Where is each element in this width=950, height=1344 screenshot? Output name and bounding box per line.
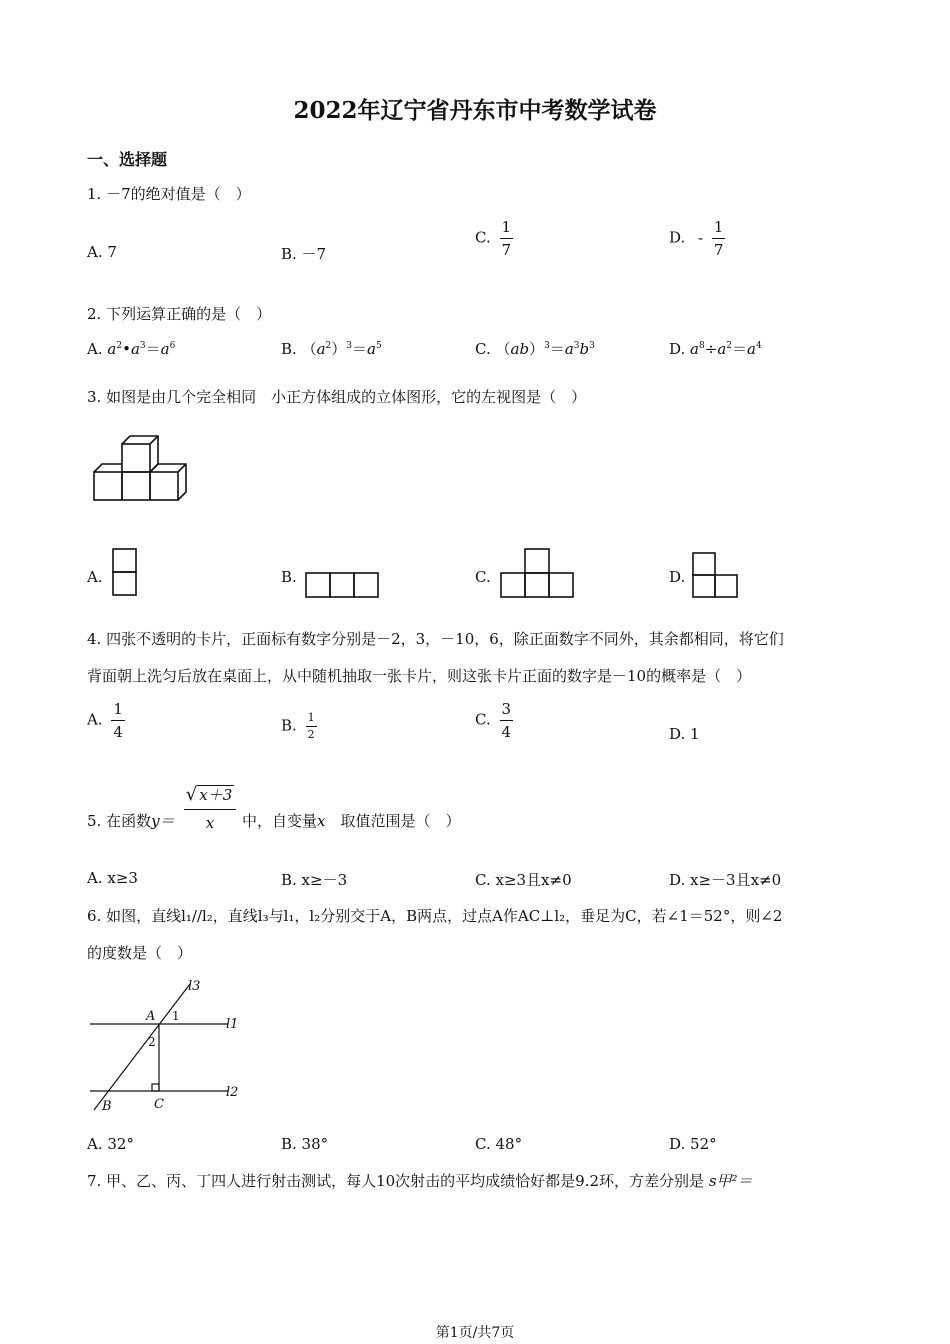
- option-label: B.: [281, 340, 297, 358]
- q6-option-b: B. 38°: [281, 1135, 329, 1153]
- q3-option-d: D.: [669, 568, 686, 586]
- q4-option-d: D. 1: [669, 725, 700, 743]
- question-5-prefix: [87, 810, 175, 831]
- q3-option-b: B.: [281, 568, 297, 586]
- q2-option-b: B. $(a^2)^3=a^5$: [281, 340, 382, 358]
- q3-option-c: C.: [475, 568, 491, 586]
- page-title: 2022年辽宁省丹东市中考数学试卷: [293, 97, 657, 124]
- option-label: B.: [281, 716, 297, 735]
- denominator: 2: [307, 728, 315, 741]
- denominator: 7: [501, 241, 512, 259]
- question-7-line-1: [87, 1170, 753, 1191]
- option-label: D.: [669, 340, 686, 358]
- q4-option-c: [475, 700, 513, 741]
- question-5-suffix: [242, 810, 461, 831]
- q7-variance-s: s甲²＝: [708, 1172, 753, 1190]
- question-2-stem: 2. 下列运算正确的是（ ）: [87, 305, 272, 323]
- q5-fraction: [184, 784, 236, 832]
- q5-prefix-text: 5. 在函数: [87, 812, 152, 830]
- q3-figure-a: [112, 548, 138, 597]
- option-label: A.: [87, 340, 103, 358]
- denominator: 4: [501, 723, 512, 741]
- option-label: C.: [475, 340, 491, 358]
- label-l2: l2: [226, 1085, 239, 1100]
- section-heading: 一、选择题: [87, 150, 168, 169]
- label-c: C: [154, 1097, 164, 1112]
- q1-option-d: [669, 218, 725, 259]
- q5-function-name: y＝: [151, 812, 175, 830]
- numerator: 1: [306, 712, 317, 727]
- question-3-stem: 3. 如图是由几个完全相同 小正方体组成的立体图形，它的左视图是（ ）: [87, 388, 587, 406]
- q5-numerator: [184, 784, 236, 810]
- numerator: 1: [500, 218, 514, 239]
- option-label: D.: [669, 228, 686, 247]
- denominator: 4: [113, 723, 123, 741]
- q5-variable: x: [317, 812, 326, 830]
- q6-option-d: D. 52°: [669, 1135, 717, 1153]
- q3-figure-c: [500, 548, 576, 598]
- q5-option-a: A. x≥3: [87, 869, 138, 887]
- question-4-line-1: 4. 四张不透明的卡片，正面标有数字分别是－2，3，－10，6，除正面数字不同外，其余都相同，将它们: [87, 630, 784, 648]
- q2-option-a: A. $a^2•a^3=a^6$: [87, 340, 176, 358]
- label-b: B: [102, 1099, 112, 1114]
- q5-suffix-text-2: 取值范围是（ ）: [325, 812, 461, 830]
- q4-option-a: [87, 700, 125, 741]
- q5-option-d: D. x≥－3且x≠0: [669, 871, 782, 889]
- question-6-line-2: 的度数是（ ）: [87, 944, 193, 962]
- question-6-line-1: 6. 如图，直线l₁//l₂，直线l₃与l₁，l₂分别交于A，B两点，过点A作AC⊥l₂，垂足为C，若∠1＝52°，则∠2: [87, 907, 783, 925]
- denominator: 7: [713, 241, 724, 259]
- q3-figure-d: [692, 552, 740, 598]
- q5-denominator: x: [205, 814, 215, 832]
- fraction: [500, 218, 514, 259]
- question-4-line-2: 背面朝上洗匀后放在桌面上，从中随机抽取一张卡片，则这张卡片正面的数字是－10的概率是（ ）: [87, 667, 752, 685]
- question-1-stem: 1. －7的绝对值是（ ）: [87, 185, 251, 203]
- page-footer: 第1页/共7页: [435, 1325, 515, 1341]
- cube-solid-figure: [92, 434, 188, 504]
- q2-option-d: D. $a^8\div a^2=a^4$: [669, 340, 762, 358]
- q3-figure-b: [305, 572, 381, 598]
- numerator: 3: [500, 700, 514, 721]
- option-label: A.: [87, 710, 103, 729]
- q2-option-c: C. $(ab)^3=a^3b^3$: [475, 340, 595, 358]
- q5-option-c: C. x≥3且x≠0: [475, 871, 572, 889]
- parallel-lines-figure: [80, 970, 250, 1118]
- q3-option-a: A.: [87, 568, 103, 586]
- label-angle-1: 1: [172, 1009, 180, 1023]
- q6-option-c: C. 48°: [475, 1135, 523, 1153]
- numerator: 1: [111, 700, 125, 721]
- q1-option-c: [475, 218, 513, 259]
- q7-text: 7. 甲、乙、丙、丁四人进行射击测试，每人10次射击的平均成绩恰好都是9.2环，方差分别是: [87, 1172, 705, 1190]
- label-angle-2: 2: [148, 1035, 156, 1049]
- label-l3: l3: [188, 979, 201, 994]
- minus-sign: -: [698, 228, 704, 247]
- q5-radicand: x＋3: [199, 786, 233, 804]
- fraction: [111, 700, 125, 741]
- numerator: 1: [712, 218, 726, 239]
- label-l1: l1: [226, 1017, 239, 1032]
- q1-option-a: A. 7: [87, 243, 117, 261]
- label-a: A: [146, 1009, 156, 1024]
- q1-option-b: B. －7: [281, 245, 327, 263]
- right-angle-mark: [152, 1084, 159, 1091]
- sqrt-sign: √: [185, 784, 198, 805]
- q4-option-b: [281, 712, 317, 741]
- q5-suffix-text: 中，自变量: [242, 812, 318, 830]
- option-label: C.: [475, 710, 491, 729]
- fraction: [500, 700, 514, 741]
- fraction: [306, 712, 317, 741]
- option-label: C.: [475, 228, 491, 247]
- q5-option-b: B. x≥－3: [281, 871, 348, 889]
- fraction: [712, 218, 726, 259]
- q6-option-a: A. 32°: [87, 1135, 134, 1153]
